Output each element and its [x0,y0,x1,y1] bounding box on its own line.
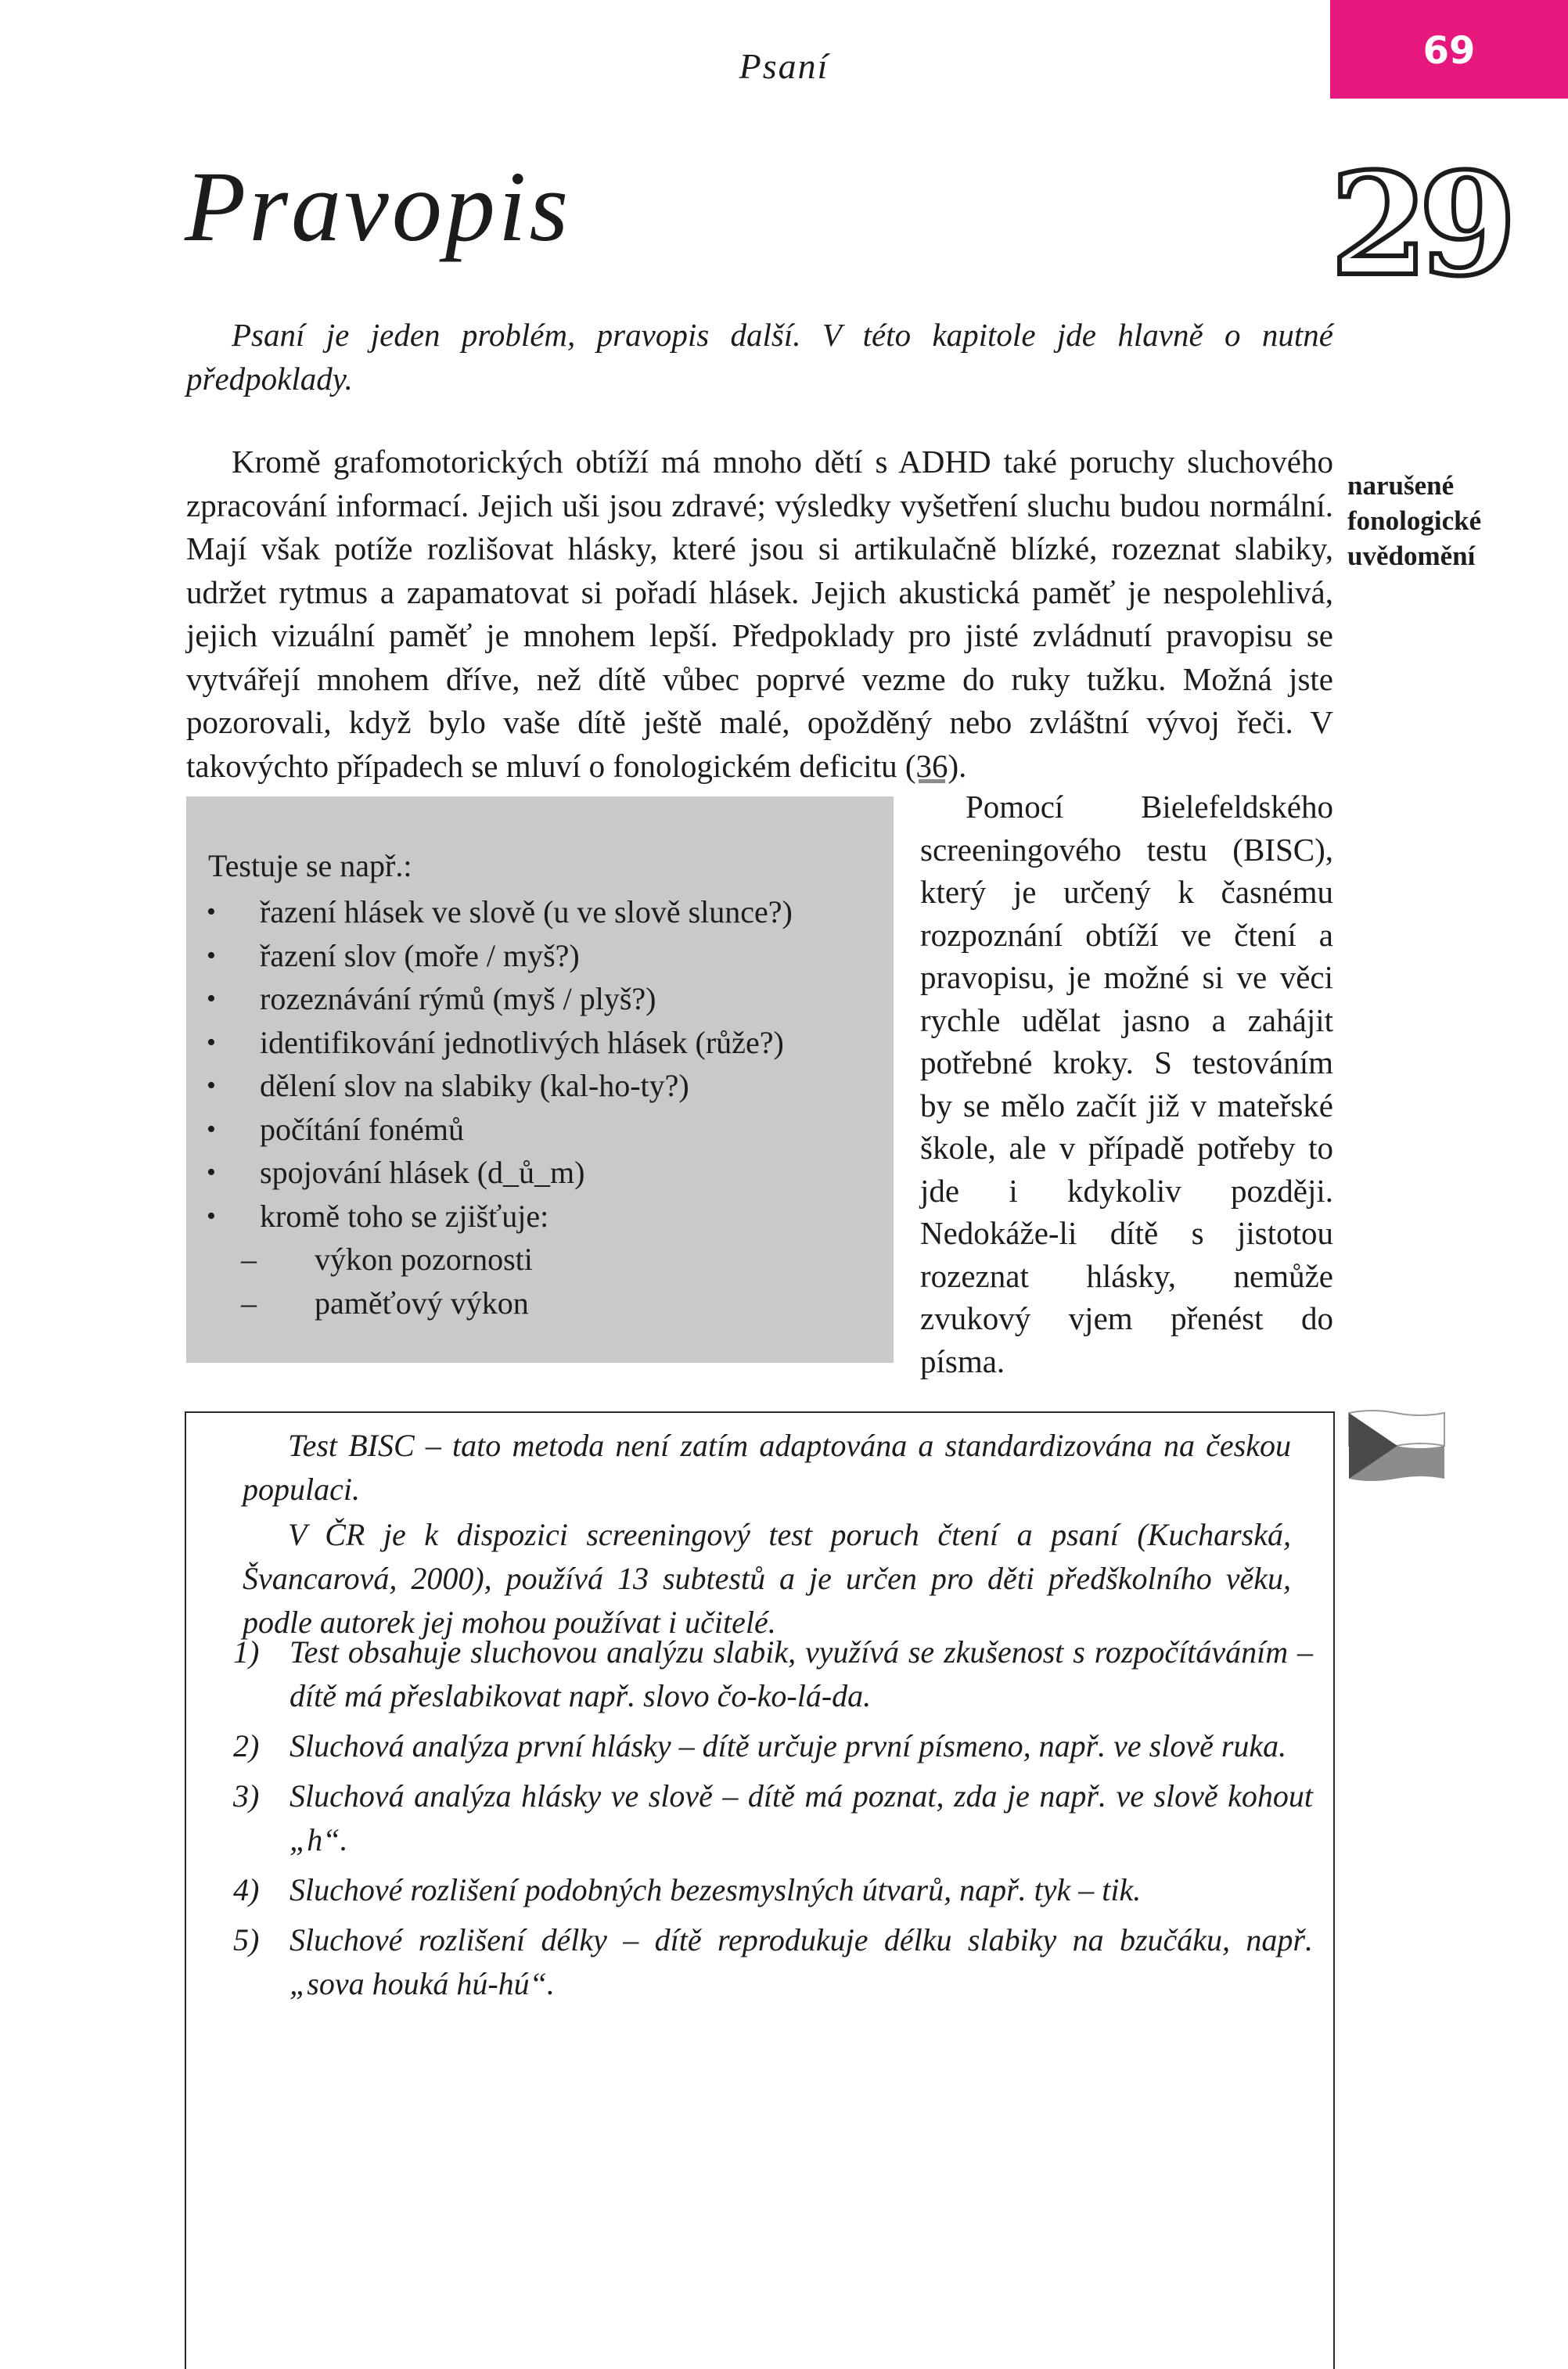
list-item-text: kromě toho se zjišťuje: [260,1198,549,1234]
chapter-title: Pravopis [185,151,572,262]
dash-icon: – [241,1242,257,1277]
list-item-number: 4) [233,1872,260,1907]
list-item-text: identifikování jednotlivých hlásek (růže?) [260,1024,784,1060]
czech-adaptation-box [185,1411,1335,2369]
list-item-number: 3) [233,1778,260,1814]
chapter-number [1330,160,1518,293]
list-item-text: řazení hlásek ve slově (u ve slově slunce?) [260,894,793,929]
reference-link[interactable]: (36) [904,747,959,784]
bullet-icon: • [207,1158,216,1187]
test-box-heading: Testuje se např.: [208,848,412,883]
chapter-number-text: 29 [1330,160,1508,293]
running-header: Psaní [739,46,829,86]
bullet-icon: • [207,1201,216,1231]
margin-note-line: fonologické [1347,505,1482,536]
body-end: . [958,747,967,784]
list-item-text: řazení slov (moře / myš?) [260,937,580,973]
margin-note-line: narušené [1347,470,1455,501]
side-column-text: Pomocí Bielefeldského screeningového testu (BISC), který je určený k časnému rozpoznání obtíží ve čtení a pravopisu, je možné si ve věci rychle udělat jasno a zahájit potřebné kroky. S testováním by se mělo začít již v mateřské škole, ale v případě potřeby to jde i kdykoliv později. Nedokáže-li dítě s jistotou rozeznat hlásky, nemůže zvukový vjem přenést do písma. [920,789,1333,1379]
sub-list-item-text: výkon pozornosti [315,1242,533,1277]
list-item [233,1868,1313,1912]
test-box [186,796,894,1363]
bullet-icon: • [207,940,216,970]
body-text: Kromě grafomotorických obtíží má mnoho dětí s ADHD také poruchy sluchového zpracování informací. Jejich uši jsou zdravé; výsledky vyšetření sluchu budou normální. Mají však potíže rozlišovat hlásky, které jsou si artikulačně blízké, rozeznat slabiky, udržet rytmus a zapamatovat si pořadí hlásek. Jejich akustická paměť je nespolehlivá, jejich vizuální paměť je mnohem lepší. Předpoklady pro jisté zvládnutí pravopisu se vytvářejí mnohem dříve, než dítě vůbec poprvé vezme do ruky tužku. Možná jste pozorovali, když bylo vaše dítě ještě malé, opožděný nebo zvláštní vývoj řeči. V takovýchto případech se mluví o fonologickém deficitu [186,444,1333,784]
list-item-text: Test obsahuje sluchovou analýzu slabik, využívá se zkušenost s rozpočítáváním – dítě má přeslabikovat např. slovo čo-ko-lá-da. [290,1634,1313,1713]
dash-icon: – [241,1285,257,1321]
list-item-text: dělení slov na slabiky (kal-ho-ty?) [260,1068,689,1103]
margin-note-line: uvědomění [1347,541,1476,571]
list-item-text: spojování hlásek (d_ů_m) [260,1155,585,1190]
bullet-icon: • [207,984,216,1013]
czech-box-paragraph: V ČR je k dispozici screeningový test poruch čtení a psaní (Kucharská, Švancarová, 2000), používá 13 subtestů a je určen pro děti předškolního věku, podle autorek jej mohou používat i učitelé. [243,1517,1291,1640]
list-item-text: Sluchové rozlišení délky – dítě reprodukuje délku slabiky na bzučáku, např. „sova houká hú-hú“. [290,1922,1313,2001]
list-item [233,1918,1313,2006]
bullet-icon: • [207,1027,216,1057]
bullet-icon: • [207,1114,216,1144]
list-item-text: Sluchová analýza první hlásky – dítě určuje první písmeno, např. ve slově ruka. [290,1728,1287,1763]
chapter-intro: Psaní je jeden problém, pravopis další. V této kapitole jde hlavně o nutné předpoklady. [186,317,1333,397]
sub-list-item-text: paměťový výkon [315,1285,529,1321]
czech-flag-icon [1346,1408,1448,1483]
bullet-icon: • [207,1071,216,1100]
list-item-text: Sluchová analýza hlásky ve slově – dítě má poznat, zda je např. ve slově kohout „h“. [290,1778,1313,1857]
list-item-number: 1) [233,1634,260,1670]
list-item-number: 5) [233,1922,260,1957]
czech-subtest-list [233,1630,1313,2012]
czech-box-paragraph: Test BISC – tato metoda není zatím adaptována a standardizována na českou populaci. [243,1428,1291,1507]
bullet-icon: • [207,897,216,926]
list-item-text: počítání fonémů [260,1111,465,1147]
list-item-number: 2) [233,1728,260,1763]
list-item-text: Sluchové rozlišení podobných bezesmyslných útvarů, např. tyk – tik. [290,1872,1142,1907]
list-item [233,1630,1313,1718]
list-item [233,1774,1313,1862]
margin-note [1347,468,1566,573]
list-item [233,1724,1313,1768]
page-number-tab: 69 [1330,0,1568,99]
body-paragraph [186,440,1333,788]
list-item-text: rozeznávání rýmů (myš / plyš?) [260,981,656,1016]
